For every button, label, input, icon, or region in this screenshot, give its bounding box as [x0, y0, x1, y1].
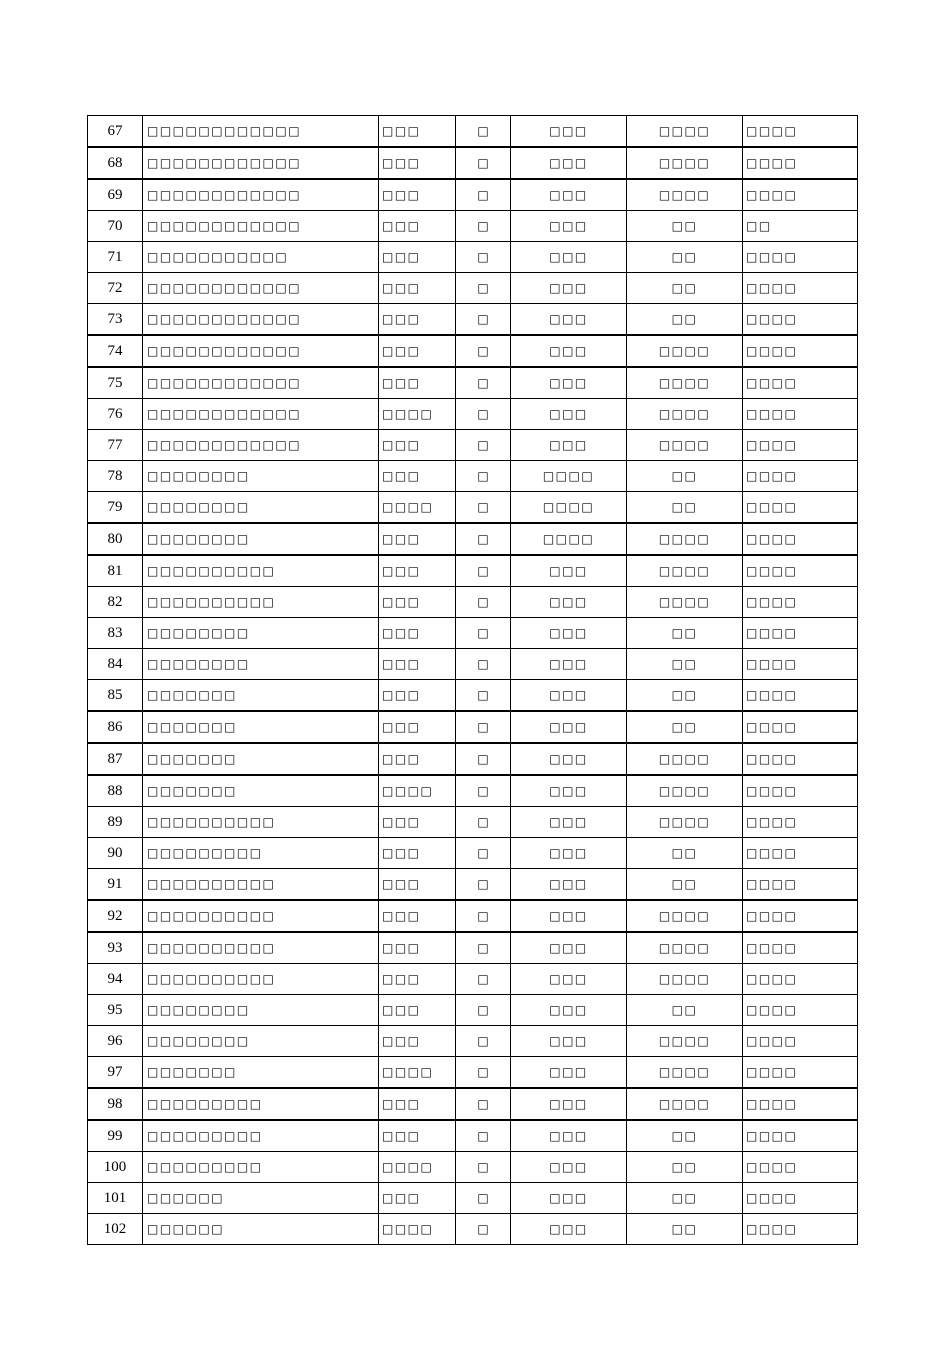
row-name: □□□□□□□□□□	[143, 964, 379, 995]
table-row	[88, 492, 858, 524]
row-col-e: □□□□	[743, 680, 858, 712]
row-col-a: □□□	[379, 649, 456, 680]
row-col-c: □□□	[511, 900, 627, 932]
row-name: □□□□□□□□□	[143, 1088, 379, 1120]
table-row	[88, 838, 858, 869]
table-row	[88, 179, 858, 211]
row-name: □□□□□□□□□	[143, 1152, 379, 1183]
row-col-d: □□□□	[627, 523, 743, 555]
table-row	[88, 430, 858, 461]
row-col-e: □□□□	[743, 1026, 858, 1057]
row-name: □□□□□□□□□□	[143, 869, 379, 901]
row-col-a: □□□	[379, 869, 456, 901]
row-col-c: □□□	[511, 1214, 627, 1245]
row-col-a: □□□	[379, 680, 456, 712]
row-col-d: □□□□	[627, 964, 743, 995]
table-row	[88, 964, 858, 995]
row-col-b: □	[456, 430, 511, 461]
row-number: 82	[88, 587, 143, 618]
row-col-b: □	[456, 273, 511, 304]
row-name: □□□□□□□□	[143, 1026, 379, 1057]
row-number: 101	[88, 1183, 143, 1214]
row-col-a: □□□	[379, 995, 456, 1026]
table-row	[88, 711, 858, 743]
row-col-e: □□□□	[743, 932, 858, 964]
row-col-d: □□□□	[627, 1088, 743, 1120]
row-number: 88	[88, 775, 143, 807]
row-col-a: □□□	[379, 1088, 456, 1120]
row-number: 90	[88, 838, 143, 869]
row-col-b: □	[456, 680, 511, 712]
row-col-e: □□□□	[743, 1088, 858, 1120]
row-col-c: □□□	[511, 1120, 627, 1152]
row-col-b: □	[456, 964, 511, 995]
row-col-b: □	[456, 461, 511, 492]
row-col-b: □	[456, 1057, 511, 1089]
row-name: □□□□□□	[143, 1214, 379, 1245]
row-number: 89	[88, 807, 143, 838]
row-col-a: □□□	[379, 1183, 456, 1214]
row-col-b: □	[456, 995, 511, 1026]
row-col-e: □□□□	[743, 711, 858, 743]
table-row	[88, 680, 858, 712]
row-col-b: □	[456, 116, 511, 148]
table-row	[88, 1120, 858, 1152]
row-col-e: □□□□	[743, 1152, 858, 1183]
row-col-e: □□□□	[743, 1120, 858, 1152]
row-number: 76	[88, 399, 143, 430]
row-col-e: □□□□	[743, 743, 858, 775]
row-name: □□□□□□□□□□	[143, 900, 379, 932]
row-col-d: □□□□	[627, 1026, 743, 1057]
table-row	[88, 399, 858, 430]
row-col-c: □□□	[511, 680, 627, 712]
row-col-e: □□□□	[743, 1057, 858, 1089]
row-col-e: □□□□	[743, 1183, 858, 1214]
row-col-e: □□□□	[743, 555, 858, 587]
row-col-c: □□□	[511, 775, 627, 807]
row-col-b: □	[456, 399, 511, 430]
row-col-c: □□□□	[511, 523, 627, 555]
row-col-c: □□□	[511, 147, 627, 179]
row-col-e: □□□□	[743, 1214, 858, 1245]
row-name: □□□□□□□□□□	[143, 807, 379, 838]
row-col-c: □□□	[511, 649, 627, 680]
row-number: 80	[88, 523, 143, 555]
row-col-b: □	[456, 587, 511, 618]
row-col-c: □□□	[511, 587, 627, 618]
row-name: □□□□□□□	[143, 743, 379, 775]
row-col-b: □	[456, 1088, 511, 1120]
row-col-a: □□□	[379, 932, 456, 964]
row-number: 95	[88, 995, 143, 1026]
row-col-a: □□□	[379, 807, 456, 838]
row-col-a: □□□□	[379, 1214, 456, 1245]
row-col-c: □□□	[511, 964, 627, 995]
row-col-b: □	[456, 1183, 511, 1214]
row-col-c: □□□	[511, 807, 627, 838]
row-name: □□□□□□□□	[143, 618, 379, 649]
row-name: □□□□□□□	[143, 711, 379, 743]
row-col-e: □□□□	[743, 147, 858, 179]
row-col-a: □□□□	[379, 399, 456, 430]
row-col-e: □□□□	[743, 775, 858, 807]
row-col-d: □□□□	[627, 900, 743, 932]
row-col-e: □□□□	[743, 304, 858, 336]
row-col-a: □□□□	[379, 492, 456, 524]
row-number: 77	[88, 430, 143, 461]
row-col-e: □□□□	[743, 492, 858, 524]
table-row	[88, 807, 858, 838]
row-col-c: □□□	[511, 618, 627, 649]
row-col-b: □	[456, 743, 511, 775]
row-col-a: □□□	[379, 900, 456, 932]
row-col-c: □□□	[511, 711, 627, 743]
row-col-e: □□□□	[743, 367, 858, 399]
row-number: 83	[88, 618, 143, 649]
row-col-d: □□□□	[627, 555, 743, 587]
row-col-d: □□□□	[627, 179, 743, 211]
row-col-e: □□□□	[743, 523, 858, 555]
table-row	[88, 649, 858, 680]
row-name: □□□□□□□□□□□	[143, 242, 379, 273]
row-col-d: □□	[627, 304, 743, 336]
row-col-b: □	[456, 367, 511, 399]
row-col-a: □□□	[379, 587, 456, 618]
row-name: □□□□□□□□	[143, 523, 379, 555]
row-number: 70	[88, 211, 143, 242]
row-col-e: □□□□	[743, 995, 858, 1026]
row-number: 98	[88, 1088, 143, 1120]
row-name: □□□□□□□□□□□□	[143, 367, 379, 399]
record-table	[87, 115, 858, 1245]
row-name: □□□□□□□□□	[143, 1120, 379, 1152]
row-col-a: □□□	[379, 1026, 456, 1057]
row-col-d: □□□□	[627, 367, 743, 399]
row-col-b: □	[456, 1026, 511, 1057]
row-col-b: □	[456, 838, 511, 869]
row-col-d: □□	[627, 618, 743, 649]
row-name: □□□□□□□□	[143, 461, 379, 492]
row-name: □□□□□□□□□□□□	[143, 147, 379, 179]
row-name: □□□□□□□□□□□□	[143, 335, 379, 367]
row-col-a: □□□	[379, 430, 456, 461]
row-name: □□□□□□□□□□□□	[143, 399, 379, 430]
row-col-c: □□□	[511, 932, 627, 964]
table-row	[88, 273, 858, 304]
row-number: 73	[88, 304, 143, 336]
row-col-c: □□□	[511, 1088, 627, 1120]
row-col-a: □□□	[379, 964, 456, 995]
row-col-a: □□□	[379, 743, 456, 775]
row-col-a: □□□□	[379, 1152, 456, 1183]
row-col-c: □□□□	[511, 492, 627, 524]
row-col-b: □	[456, 869, 511, 901]
row-number: 67	[88, 116, 143, 148]
row-col-a: □□□	[379, 461, 456, 492]
row-col-a: □□□	[379, 1120, 456, 1152]
row-number: 92	[88, 900, 143, 932]
table-row	[88, 147, 858, 179]
row-col-d: □□□□	[627, 807, 743, 838]
row-col-d: □□	[627, 461, 743, 492]
row-name: □□□□□□□□	[143, 492, 379, 524]
row-name: □□□□□□□□□□□□	[143, 273, 379, 304]
row-number: 96	[88, 1026, 143, 1057]
row-col-d: □□□□	[627, 399, 743, 430]
row-col-a: □□□	[379, 179, 456, 211]
row-col-a: □□□	[379, 116, 456, 148]
row-col-e: □□□□	[743, 116, 858, 148]
row-col-e: □□□□	[743, 869, 858, 901]
table-row	[88, 555, 858, 587]
row-col-e: □□□□	[743, 399, 858, 430]
row-col-d: □□	[627, 649, 743, 680]
row-name: □□□□□□□□□□	[143, 555, 379, 587]
row-col-c: □□□	[511, 869, 627, 901]
row-col-c: □□□	[511, 335, 627, 367]
row-col-e: □□□□	[743, 430, 858, 461]
row-name: □□□□□□□□□□	[143, 587, 379, 618]
row-number: 74	[88, 335, 143, 367]
row-col-d: □□	[627, 1214, 743, 1245]
row-col-e: □□	[743, 211, 858, 242]
row-name: □□□□□□□□□□	[143, 932, 379, 964]
row-col-b: □	[456, 932, 511, 964]
row-col-a: □□□	[379, 304, 456, 336]
row-col-c: □□□	[511, 1057, 627, 1089]
row-name: □□□□□□□	[143, 680, 379, 712]
table-row	[88, 116, 858, 148]
table-row	[88, 335, 858, 367]
row-col-a: □□□	[379, 838, 456, 869]
row-col-c: □□□□	[511, 461, 627, 492]
row-col-c: □□□	[511, 838, 627, 869]
row-col-e: □□□□	[743, 807, 858, 838]
row-col-e: □□□□	[743, 964, 858, 995]
row-col-d: □□	[627, 838, 743, 869]
row-col-a: □□□	[379, 335, 456, 367]
row-col-e: □□□□	[743, 242, 858, 273]
row-col-a: □□□	[379, 711, 456, 743]
table-row	[88, 932, 858, 964]
row-col-d: □□	[627, 1152, 743, 1183]
row-col-a: □□□	[379, 555, 456, 587]
table-row	[88, 1183, 858, 1214]
row-number: 97	[88, 1057, 143, 1089]
row-col-c: □□□	[511, 555, 627, 587]
row-col-a: □□□	[379, 618, 456, 649]
row-col-d: □□	[627, 1183, 743, 1214]
row-col-d: □□□□	[627, 147, 743, 179]
table-row	[88, 587, 858, 618]
row-col-c: □□□	[511, 116, 627, 148]
row-col-c: □□□	[511, 399, 627, 430]
row-col-c: □□□	[511, 242, 627, 273]
row-col-b: □	[456, 649, 511, 680]
data-sheet	[87, 115, 857, 1245]
row-col-a: □□□	[379, 273, 456, 304]
row-col-b: □	[456, 1120, 511, 1152]
row-name: □□□□□□□□	[143, 995, 379, 1026]
row-col-b: □	[456, 523, 511, 555]
row-col-a: □□□□	[379, 1057, 456, 1089]
row-col-e: □□□□	[743, 900, 858, 932]
table-row	[88, 1088, 858, 1120]
row-number: 100	[88, 1152, 143, 1183]
row-col-e: □□□□	[743, 618, 858, 649]
row-number: 91	[88, 869, 143, 901]
row-col-c: □□□	[511, 1026, 627, 1057]
row-name: □□□□□□□□□□□□	[143, 116, 379, 148]
row-col-b: □	[456, 555, 511, 587]
row-number: 68	[88, 147, 143, 179]
row-col-a: □□□□	[379, 775, 456, 807]
table-row	[88, 211, 858, 242]
row-col-d: □□	[627, 1120, 743, 1152]
row-number: 87	[88, 743, 143, 775]
row-number: 86	[88, 711, 143, 743]
row-col-b: □	[456, 775, 511, 807]
table-body	[88, 116, 858, 1245]
row-col-b: □	[456, 242, 511, 273]
table-row	[88, 242, 858, 273]
row-col-c: □□□	[511, 995, 627, 1026]
row-col-a: □□□	[379, 147, 456, 179]
row-number: 79	[88, 492, 143, 524]
table-row	[88, 900, 858, 932]
row-col-b: □	[456, 147, 511, 179]
row-name: □□□□□□□	[143, 1057, 379, 1089]
table-row	[88, 367, 858, 399]
row-number: 99	[88, 1120, 143, 1152]
row-col-d: □□□□	[627, 116, 743, 148]
table-row	[88, 1214, 858, 1245]
row-number: 94	[88, 964, 143, 995]
row-col-c: □□□	[511, 304, 627, 336]
row-col-d: □□□□	[627, 932, 743, 964]
row-col-c: □□□	[511, 1152, 627, 1183]
row-col-d: □□□□	[627, 1057, 743, 1089]
row-col-e: □□□□	[743, 335, 858, 367]
row-col-c: □□□	[511, 1183, 627, 1214]
row-col-e: □□□□	[743, 461, 858, 492]
row-col-d: □□	[627, 242, 743, 273]
row-col-b: □	[456, 1214, 511, 1245]
row-col-d: □□	[627, 680, 743, 712]
table-row	[88, 523, 858, 555]
row-col-a: □□□	[379, 367, 456, 399]
row-col-c: □□□	[511, 430, 627, 461]
row-col-d: □□	[627, 273, 743, 304]
table-row	[88, 461, 858, 492]
row-number: 102	[88, 1214, 143, 1245]
row-name: □□□□□□	[143, 1183, 379, 1214]
row-col-d: □□□□	[627, 775, 743, 807]
row-number: 93	[88, 932, 143, 964]
row-col-a: □□□	[379, 211, 456, 242]
row-number: 71	[88, 242, 143, 273]
row-number: 72	[88, 273, 143, 304]
row-col-d: □□	[627, 492, 743, 524]
row-name: □□□□□□□□□□□□	[143, 304, 379, 336]
row-col-b: □	[456, 492, 511, 524]
row-col-e: □□□□	[743, 838, 858, 869]
row-col-b: □	[456, 711, 511, 743]
row-col-b: □	[456, 211, 511, 242]
table-row	[88, 869, 858, 901]
table-row	[88, 1057, 858, 1089]
row-col-b: □	[456, 900, 511, 932]
row-col-c: □□□	[511, 179, 627, 211]
row-col-d: □□□□	[627, 335, 743, 367]
row-number: 75	[88, 367, 143, 399]
row-name: □□□□□□□□	[143, 649, 379, 680]
row-name: □□□□□□□□□□□□	[143, 430, 379, 461]
row-col-e: □□□□	[743, 587, 858, 618]
row-name: □□□□□□□□□	[143, 838, 379, 869]
row-col-e: □□□□	[743, 649, 858, 680]
table-row	[88, 775, 858, 807]
row-number: 78	[88, 461, 143, 492]
row-number: 85	[88, 680, 143, 712]
table-row	[88, 304, 858, 336]
row-col-d: □□□□	[627, 743, 743, 775]
row-col-c: □□□	[511, 743, 627, 775]
row-col-b: □	[456, 179, 511, 211]
row-col-b: □	[456, 618, 511, 649]
table-row	[88, 995, 858, 1026]
row-number: 81	[88, 555, 143, 587]
row-col-e: □□□□	[743, 273, 858, 304]
table-row	[88, 1152, 858, 1183]
row-number: 69	[88, 179, 143, 211]
row-col-c: □□□	[511, 367, 627, 399]
row-col-e: □□□□	[743, 179, 858, 211]
row-number: 84	[88, 649, 143, 680]
row-col-a: □□□	[379, 523, 456, 555]
table-row	[88, 618, 858, 649]
row-col-d: □□	[627, 869, 743, 901]
row-col-d: □□□□	[627, 430, 743, 461]
row-col-a: □□□	[379, 242, 456, 273]
row-col-b: □	[456, 1152, 511, 1183]
row-name: □□□□□□□□□□□□	[143, 179, 379, 211]
row-col-b: □	[456, 335, 511, 367]
row-name: □□□□□□□	[143, 775, 379, 807]
row-col-c: □□□	[511, 211, 627, 242]
table-row	[88, 1026, 858, 1057]
row-col-d: □□□□	[627, 587, 743, 618]
row-col-b: □	[456, 807, 511, 838]
table-row	[88, 743, 858, 775]
row-col-d: □□	[627, 211, 743, 242]
row-col-d: □□	[627, 711, 743, 743]
row-col-c: □□□	[511, 273, 627, 304]
row-col-d: □□	[627, 995, 743, 1026]
row-col-b: □	[456, 304, 511, 336]
row-name: □□□□□□□□□□□□	[143, 211, 379, 242]
